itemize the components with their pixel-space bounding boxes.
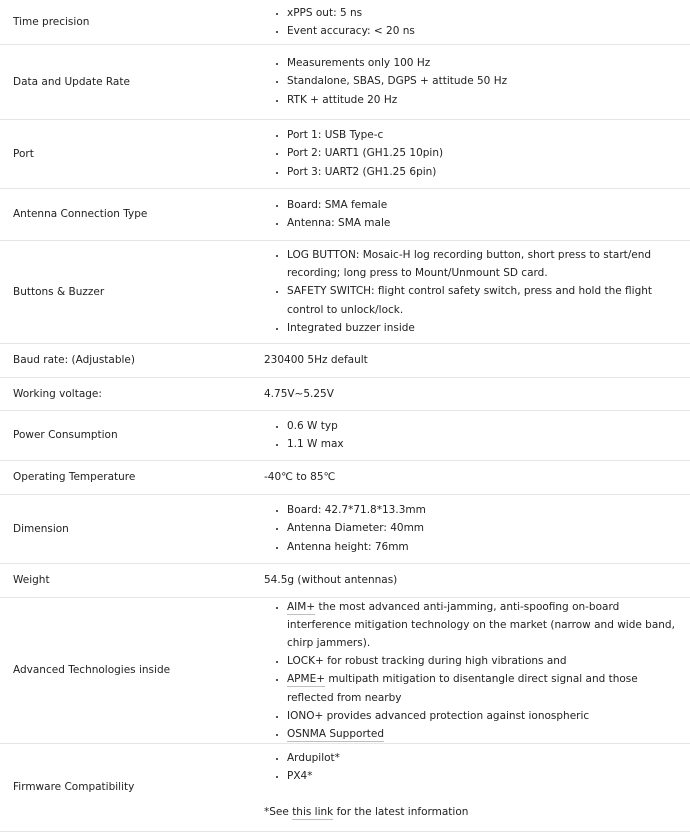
- spec-list: [264, 749, 682, 785]
- list-item: • Integrated buzzer inside: [287, 319, 682, 337]
- spec-row: [0, 744, 690, 832]
- spec-label: Firmware Compatibility: [0, 744, 251, 832]
- aim-plus-link[interactable]: AIM+: [287, 600, 316, 613]
- spec-value: -40℃ to 85℃: [251, 460, 690, 494]
- spec-row: [0, 240, 690, 343]
- list-item: • Port 3: UART2 (GH1.25 6pin): [287, 163, 682, 181]
- list-item: [287, 652, 682, 670]
- spec-label: Operating Temperature: [0, 460, 251, 494]
- apme-plus-link[interactable]: APME+: [287, 673, 326, 686]
- spec-list: [264, 501, 682, 556]
- list-item-text: the most advanced anti-jamming, anti-spoofing on-board interference mitigation technology on the market (narrow and wide band, chirp jammers).: [287, 600, 675, 649]
- spec-value: [251, 240, 690, 343]
- list-item: • Antenna height: 76mm: [287, 538, 682, 556]
- list-item-text: IONO+ provides advanced protection against ionospheric: [287, 709, 590, 722]
- list-item: • xPPS out: 5 ns: [287, 4, 682, 22]
- spec-value: 54.5g (without antennas): [251, 563, 690, 597]
- spec-label: Antenna Connection Type: [0, 188, 251, 240]
- spec-label: Dimension: [0, 494, 251, 563]
- spec-label: Port: [0, 119, 251, 188]
- spec-row: [0, 563, 690, 597]
- spec-list: [264, 126, 682, 181]
- list-item: [287, 725, 682, 743]
- spec-label: Buttons & Buzzer: [0, 240, 251, 343]
- list-item: • Antenna: SMA male: [287, 214, 682, 232]
- spec-list: [264, 196, 682, 232]
- spec-label: Baud rate: (Adjustable): [0, 343, 251, 377]
- spec-row: [0, 460, 690, 494]
- list-item: • RTK + attitude 20 Hz: [287, 91, 682, 109]
- spec-row: [0, 494, 690, 563]
- list-item: • LOG BUTTON: Mosaic-H log recording button, short press to start/end recording; long press to Mount/Unmount SD card.: [287, 246, 682, 282]
- spec-value: [251, 0, 690, 44]
- spec-value: 4.75V~5.25V: [251, 377, 690, 410]
- spec-value: [251, 119, 690, 188]
- list-item: [287, 670, 682, 706]
- list-item: [287, 707, 682, 725]
- list-item-text: multipath mitigation to disentangle direct signal and those reflected from nearby: [287, 673, 638, 704]
- list-item: • 0.6 W typ: [287, 417, 682, 435]
- list-item: [287, 598, 682, 653]
- list-item: • Event accuracy: < 20 ns: [287, 22, 682, 40]
- spec-value: [251, 597, 690, 744]
- firmware-note: [264, 803, 682, 821]
- list-item: • PX4*: [287, 767, 682, 785]
- list-item: • Board: 42.7*71.8*13.3mm: [287, 501, 682, 519]
- spec-list: [264, 598, 682, 744]
- spec-label: Data and Update Rate: [0, 44, 251, 119]
- note-text: *See: [264, 805, 293, 818]
- spec-label: Advanced Technologies inside: [0, 597, 251, 744]
- note-text: for the latest information: [333, 805, 469, 818]
- spec-value: [251, 188, 690, 240]
- latest-info-link[interactable]: this link: [292, 805, 334, 818]
- spec-row: [0, 410, 690, 460]
- spec-row: [0, 119, 690, 188]
- spec-row: [0, 377, 690, 410]
- spec-row: [0, 597, 690, 744]
- spec-value: [251, 494, 690, 563]
- spec-row: [0, 188, 690, 240]
- spec-label: Weight: [0, 563, 251, 597]
- spec-list: [264, 417, 682, 453]
- list-item: • Port 2: UART1 (GH1.25 10pin): [287, 144, 682, 162]
- spec-label: Time precision: [0, 0, 251, 44]
- spec-row: [0, 44, 690, 119]
- list-item: • SAFETY SWITCH: flight control safety switch, press and hold the flight control to unlock/lock.: [287, 282, 682, 318]
- list-item: • Port 1: USB Type-c: [287, 126, 682, 144]
- spec-value: [251, 44, 690, 119]
- spec-value: [251, 410, 690, 460]
- list-item: • Board: SMA female: [287, 196, 682, 214]
- list-item: • Standalone, SBAS, DGPS + attitude 50 Hz: [287, 72, 682, 90]
- spec-list: [264, 246, 682, 337]
- list-item: • 1.1 W max: [287, 435, 682, 453]
- osnma-link[interactable]: OSNMA Supported: [287, 727, 384, 740]
- spec-list: [264, 54, 682, 109]
- spec-list: [264, 4, 682, 40]
- spec-row: [0, 0, 690, 44]
- list-item-text: LOCK+ for robust tracking during high vibrations and: [287, 655, 567, 668]
- spec-row: [0, 343, 690, 377]
- list-item: • Ardupilot*: [287, 749, 682, 767]
- list-item: • Antenna Diameter: 40mm: [287, 519, 682, 537]
- spec-label: Working voltage:: [0, 377, 251, 410]
- list-item: • Measurements only 100 Hz: [287, 54, 682, 72]
- spec-label: Power Consumption: [0, 410, 251, 460]
- spec-value: [251, 744, 690, 832]
- spec-value: 230400 5Hz default: [251, 343, 690, 377]
